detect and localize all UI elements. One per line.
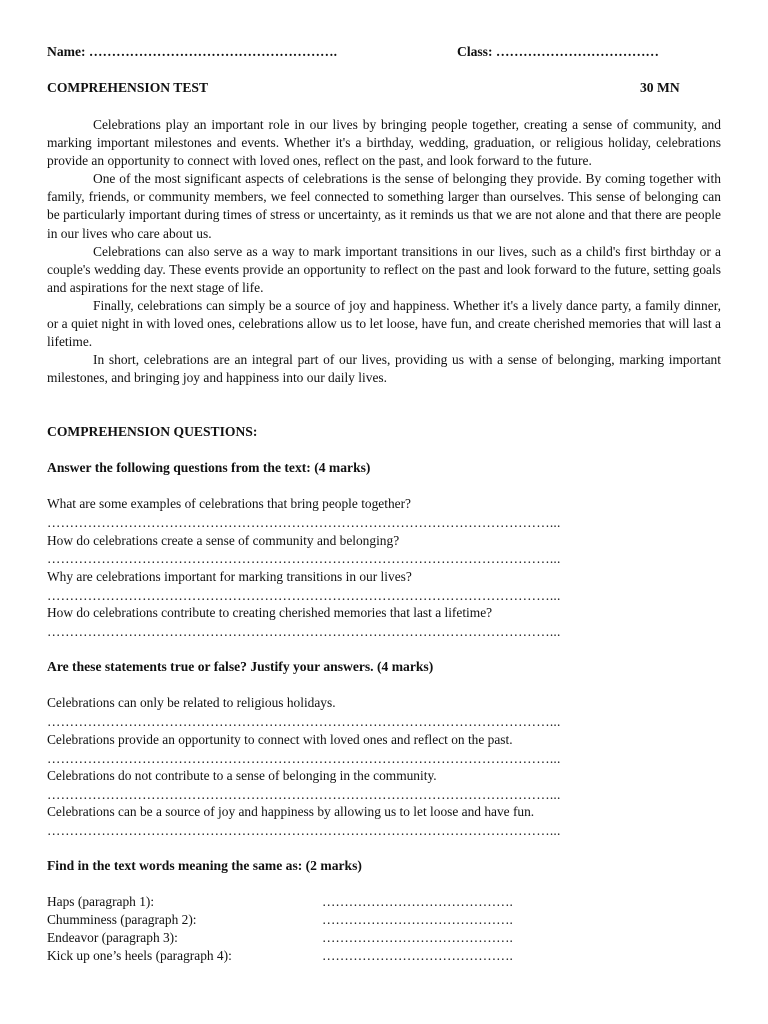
question-1: What are some examples of celebrations that bring people together?: [47, 496, 412, 511]
answer-line-s3[interactable]: …………………………………………………………………………………………………...: [47, 787, 561, 802]
answer-line-s4[interactable]: …………………………………………………………………………………………………...: [47, 823, 561, 838]
section1-instruction: Answer the following questions from the text: (4 marks): [47, 460, 371, 475]
passage-paragraph-2: One of the most significant aspects of celebrations is the sense of belonging they provide. By coming together with family, friends, or community members, we feel connected to something larger than ourselves. This sense of belonging can be particularly important during times of stress or uncertainty, as it reminds us that we are not alone and that there are people in our lives who care about us.: [47, 171, 721, 241]
answer-line-q3[interactable]: …………………………………………………………………………………………………...: [47, 588, 561, 603]
section3-instruction: Find in the text words meaning the same as: (2 marks): [47, 858, 362, 873]
statement-1: Celebrations can only be related to religious holidays.: [47, 695, 336, 710]
question-3: Why are celebrations important for marking transitions in our lives?: [47, 569, 412, 584]
passage-paragraph-3: Celebrations can also serve as a way to mark important transitions in our lives, such as a child's first birthday or a couple's wedding day. These events provide an opportunity to reflect on the past and look forward to the future, setting goals and aspirations for the next stage of life.: [47, 243, 721, 295]
question-2: How do celebrations create a sense of community and belonging?: [47, 533, 400, 548]
statement-4: Celebrations can be a source of joy and happiness by allowing us to let loose and have fun.: [47, 804, 535, 819]
vocab-blank-2[interactable]: …………………………………….: [322, 912, 513, 927]
answer-line-q2[interactable]: …………………………………………………………………………………………………...: [47, 551, 561, 566]
class-field[interactable]: Class: ………………………………: [457, 44, 660, 59]
vocab-blank-4[interactable]: …………………………………….: [322, 948, 513, 963]
answer-line-s2[interactable]: …………………………………………………………………………………………………...: [47, 751, 561, 766]
question-4: How do celebrations contribute to creating cherished memories that last a lifetime?: [47, 605, 493, 620]
answer-line-s1[interactable]: …………………………………………………………………………………………………...: [47, 714, 561, 729]
vocab-term-1: Haps (paragraph 1):: [47, 894, 155, 909]
name-field[interactable]: Name: ……………………………………………….: [47, 44, 337, 59]
test-duration: 30 MN: [640, 80, 680, 95]
test-title: COMPREHENSION TEST: [47, 80, 209, 95]
vocab-term-2: Chumminess (paragraph 2):: [47, 912, 197, 927]
answer-line-q1[interactable]: …………………………………………………………………………………………………...: [47, 515, 561, 530]
vocab-blank-1[interactable]: …………………………………….: [322, 894, 513, 909]
passage-paragraph-1: Celebrations play an important role in our lives by bringing people together, creating a sense of community, and marking important milestones and events. Whether it's a birthday, wedding, graduation, or religious holiday, celebrations provide an opportunity to connect with loved ones, reflect on the past, and look forward to the future.: [47, 117, 721, 169]
vocab-term-3: Endeavor (paragraph 3):: [47, 930, 178, 945]
passage-paragraph-4: Finally, celebrations can simply be a source of joy and happiness. Whether it's a lively dance party, a family dinner, or a quiet night in with loved ones, celebrations allow us to let loose, have fun, and create cherished memories that will last a lifetime.: [47, 297, 721, 350]
statement-3: Celebrations do not contribute to a sense of belonging in the community.: [47, 768, 437, 783]
reading-passage: [47, 116, 721, 387]
section2-instruction: Are these statements true or false? Justify your answers. (4 marks): [47, 659, 434, 674]
passage-paragraph-5: In short, celebrations are an integral part of our lives, providing us with a sense of belonging, marking important milestones, and bringing joy and happiness into our daily lives.: [47, 352, 721, 386]
statement-2: Celebrations provide an opportunity to connect with loved ones and reflect on the past.: [47, 732, 513, 747]
vocab-term-4: Kick up one’s heels (paragraph 4):: [47, 948, 232, 963]
questions-heading: COMPREHENSION QUESTIONS:: [47, 424, 258, 439]
answer-line-q4[interactable]: …………………………………………………………………………………………………...: [47, 624, 561, 639]
vocab-blank-3[interactable]: …………………………………….: [322, 930, 513, 945]
